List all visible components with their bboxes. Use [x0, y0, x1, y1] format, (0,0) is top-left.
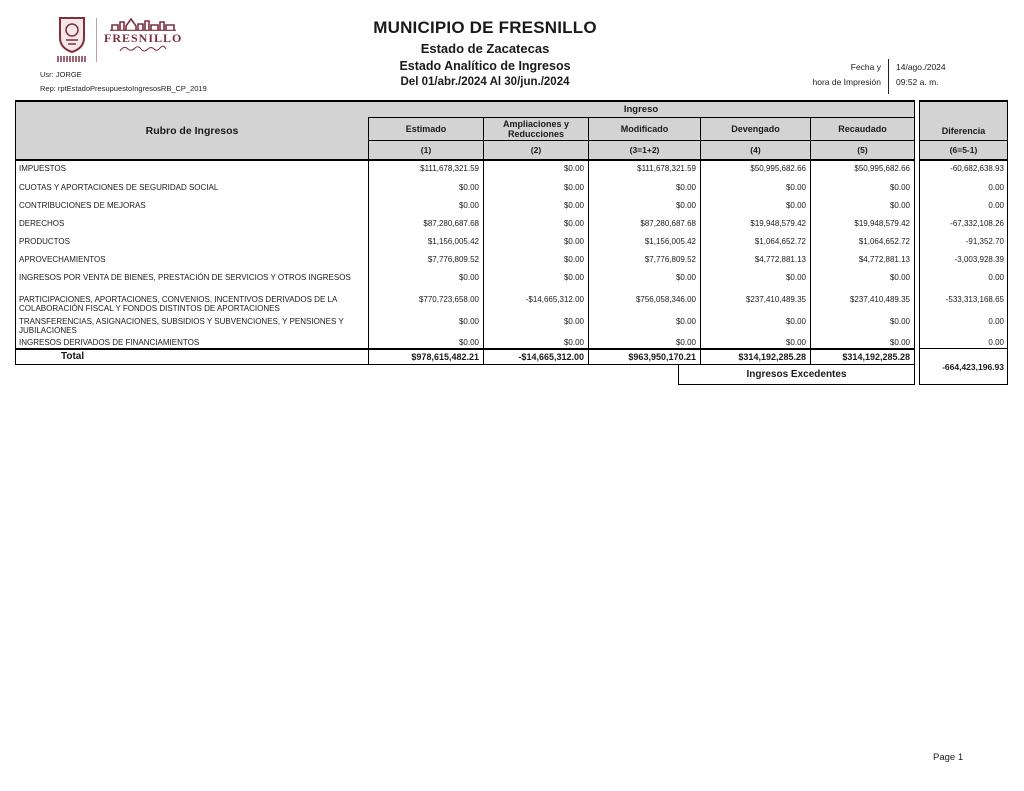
cell-diferencia: -3,003,928.39	[919, 252, 1008, 270]
crest-icon	[55, 16, 89, 62]
cell-devengado: $1,064,652.72	[700, 234, 810, 252]
cell-modificado: $0.00	[588, 270, 700, 292]
cell-estimado: $0.00	[368, 335, 483, 348]
cell-estimado: $0.00	[368, 314, 483, 335]
row-label: APROVECHAMIENTOS	[15, 252, 368, 270]
skyline-icon	[110, 17, 176, 31]
cell-modificado: $0.00	[588, 180, 700, 198]
cell-recaudado: $0.00	[810, 270, 915, 292]
cell-devengado: $50,995,682.66	[700, 161, 810, 180]
cell-modificado: $0.00	[588, 198, 700, 216]
cell-diferencia: -60,682,638.93	[919, 161, 1008, 180]
table-header	[15, 100, 1008, 161]
col-num-5: (5)	[810, 141, 915, 161]
table-footer	[15, 348, 1008, 385]
state-subtitle: Estado de Zacatecas	[420, 41, 550, 56]
cell-estimado: $0.00	[368, 198, 483, 216]
cell-devengado: $0.00	[700, 314, 810, 335]
cell-estimado: $1,156,005.42	[368, 234, 483, 252]
total-ampliaciones: -$14,665,312.00	[483, 350, 588, 364]
page-title: MUNICIPIO DE FRESNILLO	[373, 18, 597, 37]
cell-ampliaciones: $0.00	[483, 161, 588, 180]
cell-ampliaciones: $0.00	[483, 234, 588, 252]
cell-diferencia: -533,313,168.65	[919, 292, 1008, 314]
cell-diferencia: 0.00	[919, 198, 1008, 216]
row-label: INGRESOS POR VENTA DE BIENES, PRESTACIÓN DE SERVICIOS Y OTROS INGRESOS	[15, 270, 368, 292]
print-label-line1: Fecha y	[850, 62, 881, 72]
cell-modificado: $0.00	[588, 314, 700, 335]
logo-tagline-script	[118, 44, 168, 54]
ingresos-table	[15, 100, 1008, 385]
col-num-2: (2)	[483, 141, 588, 161]
cell-ampliaciones: $0.00	[483, 180, 588, 198]
cell-estimado: $87,280,687.68	[368, 216, 483, 234]
cell-devengado: $0.00	[700, 335, 810, 348]
cell-estimado: $7,776,809.52	[368, 252, 483, 270]
rubro-header: Rubro de Ingresos	[15, 100, 368, 161]
title-block	[290, 18, 680, 88]
cell-recaudado: $4,772,881.13	[810, 252, 915, 270]
col-header-devengado: Devengado	[700, 118, 810, 141]
cell-modificado: $0.00	[588, 335, 700, 348]
cell-modificado: $1,156,005.42	[588, 234, 700, 252]
cell-modificado: $756,058,346.00	[588, 292, 700, 314]
ingresos-excedentes-value: -664,423,196.93	[919, 348, 1008, 385]
cell-recaudado: $0.00	[810, 198, 915, 216]
cell-ampliaciones: -$14,665,312.00	[483, 292, 588, 314]
cell-recaudado: $0.00	[810, 180, 915, 198]
total-modificado: $963,950,170.21	[588, 350, 700, 364]
page-number: Page 1	[933, 752, 964, 763]
total-row	[15, 348, 915, 365]
row-label: IMPUESTOS	[15, 161, 368, 180]
period-subtitle: Del 01/abr./2024 Al 30/jun./2024	[400, 76, 570, 88]
report-line: Rep: rptEstadoPresupuestoIngresosRB_CP_2019	[40, 84, 207, 94]
cell-devengado: $19,948,579.42	[700, 216, 810, 234]
col-header-modificado: Modificado	[588, 118, 700, 141]
cell-recaudado: $50,995,682.66	[810, 161, 915, 180]
cell-diferencia: 0.00	[919, 270, 1008, 292]
cell-devengado: $237,410,489.35	[700, 292, 810, 314]
cell-recaudado: $0.00	[810, 314, 915, 335]
cell-diferencia: -91,352.70	[919, 234, 1008, 252]
cell-estimado: $770,723,658.00	[368, 292, 483, 314]
cell-estimado: $0.00	[368, 270, 483, 292]
ingresos-excedentes-label: Ingresos Excedentes	[678, 365, 915, 385]
cell-diferencia: 0.00	[919, 180, 1008, 198]
cell-ampliaciones: $0.00	[483, 270, 588, 292]
report-meta	[40, 68, 207, 97]
cell-ampliaciones: $0.00	[483, 216, 588, 234]
cell-ampliaciones: $0.00	[483, 335, 588, 348]
cell-devengado: $4,772,881.13	[700, 252, 810, 270]
row-label: CONTRIBUCIONES DE MEJORAS	[15, 198, 368, 216]
cell-estimado: $111,678,321.59	[368, 161, 483, 180]
print-date: 14/ago./2024	[896, 62, 946, 72]
logo-name-text: FRESNILLO	[104, 31, 183, 45]
cell-diferencia: -67,332,108.26	[919, 216, 1008, 234]
cell-ampliaciones: $0.00	[483, 314, 588, 335]
cell-modificado: $111,678,321.59	[588, 161, 700, 180]
cell-devengado: $0.00	[700, 180, 810, 198]
cell-estimado: $0.00	[368, 180, 483, 198]
crest-caption-text	[57, 56, 87, 62]
print-time: 09:52 a. m.	[896, 77, 939, 87]
cell-modificado: $7,776,809.52	[588, 252, 700, 270]
diferencia-header: Diferencia	[919, 100, 1008, 141]
cell-recaudado: $1,064,652.72	[810, 234, 915, 252]
col-header-recaudado: Recaudado	[810, 118, 915, 141]
cell-devengado: $0.00	[700, 198, 810, 216]
ingreso-group-header: Ingreso	[368, 100, 915, 118]
row-label: DERECHOS	[15, 216, 368, 234]
row-label: PRODUCTOS	[15, 234, 368, 252]
print-datetime-block	[758, 59, 1006, 94]
col-header-estimado: Estimado	[368, 118, 483, 141]
row-label: TRANSFERENCIAS, ASIGNACIONES, SUBSIDIOS Y SUBVENCIONES, Y PENSIONES Y JUBILACIONES	[15, 314, 368, 335]
user-line: Usr: JORGE	[40, 70, 82, 79]
total-label: Total	[15, 350, 368, 364]
row-label: PARTICIPACIONES, APORTACIONES, CONVENIOS, INCENTIVOS DERIVADOS DE LA COLABORACIÓN FISCAL Y FONDOS DISTINTOS DE APORTACIONES	[15, 292, 368, 314]
total-devengado: $314,192,285.28	[700, 350, 810, 364]
cell-recaudado: $237,410,489.35	[810, 292, 915, 314]
cell-diferencia: 0.00	[919, 314, 1008, 335]
col-header-ampliaciones: Ampliaciones y Reducciones	[483, 118, 588, 141]
table-body	[15, 161, 1008, 348]
cell-ampliaciones: $0.00	[483, 198, 588, 216]
col-num-3: (3=1+2)	[588, 141, 700, 161]
col-num-1: (1)	[368, 141, 483, 161]
col-num-4: (4)	[700, 141, 810, 161]
col-num-6: (6=5-1)	[919, 141, 1008, 161]
row-label: INGRESOS DERIVADOS DE FINANCIAMIENTOS	[15, 335, 368, 348]
cell-ampliaciones: $0.00	[483, 252, 588, 270]
total-estimado: $978,615,482.21	[368, 350, 483, 364]
cell-recaudado: $0.00	[810, 335, 915, 348]
cell-devengado: $0.00	[700, 270, 810, 292]
cell-modificado: $87,280,687.68	[588, 216, 700, 234]
row-label: CUOTAS Y APORTACIONES DE SEGURIDAD SOCIAL	[15, 180, 368, 198]
municipality-logo	[55, 16, 182, 62]
report-subtitle: Estado Analítico de Ingresos	[399, 59, 571, 73]
cell-recaudado: $19,948,579.42	[810, 216, 915, 234]
logo-divider	[96, 18, 97, 62]
fresnillo-wordmark	[104, 17, 182, 54]
cell-diferencia: 0.00	[919, 335, 1008, 348]
print-label-line2: hora de Impresión	[812, 77, 881, 87]
total-recaudado: $314,192,285.28	[810, 350, 915, 364]
